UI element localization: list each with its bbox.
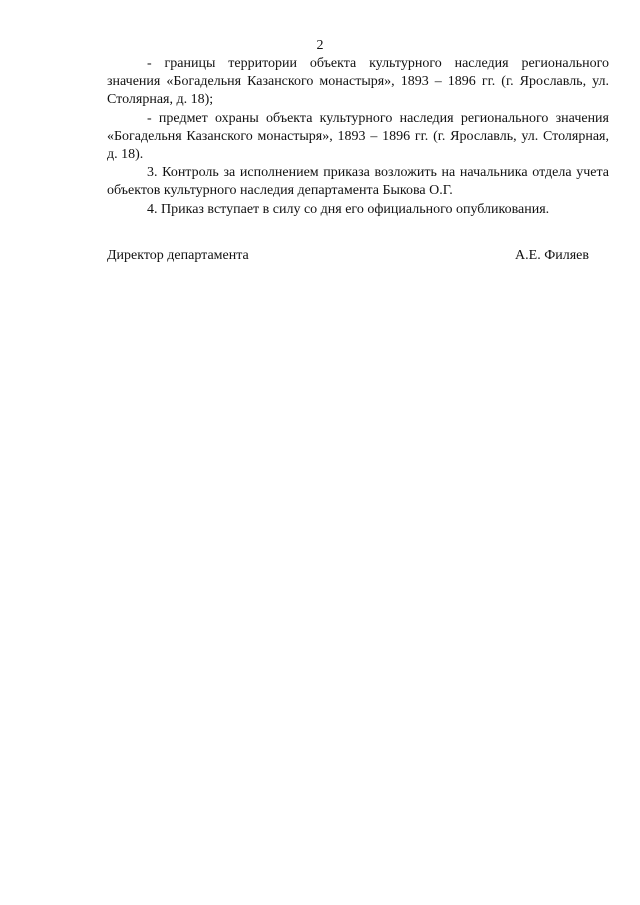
signatory-position: Директор департамента bbox=[107, 248, 249, 263]
paragraph-effective-date: 4. Приказ вступает в силу со дня его официального опубликования. bbox=[147, 201, 550, 217]
paragraph-protection-subject: - предмет охраны объекта культурного наследия регионального значения «Богадельня Казанского монастыря», 1893 – 1896 гг. (г. Ярославль, ул. Столярная, д. 18). bbox=[107, 110, 609, 163]
signatory-name: А.Е. Филяев bbox=[515, 248, 589, 263]
document-body bbox=[107, 55, 609, 219]
page-number: 2 bbox=[316, 38, 324, 53]
signature-block bbox=[107, 247, 589, 265]
paragraph-boundaries: - границы территории объекта культурного наследия регионального значения «Богадельня Казанского монастыря», 1893 – 1896 гг. (г. Ярославль, ул. Столярная, д. 18); bbox=[107, 56, 609, 108]
paragraph-control: 3. Контроль за исполнением приказа возложить на начальника отдела учета объектов культурного наследия департамента Быкова О.Г. bbox=[107, 165, 609, 199]
